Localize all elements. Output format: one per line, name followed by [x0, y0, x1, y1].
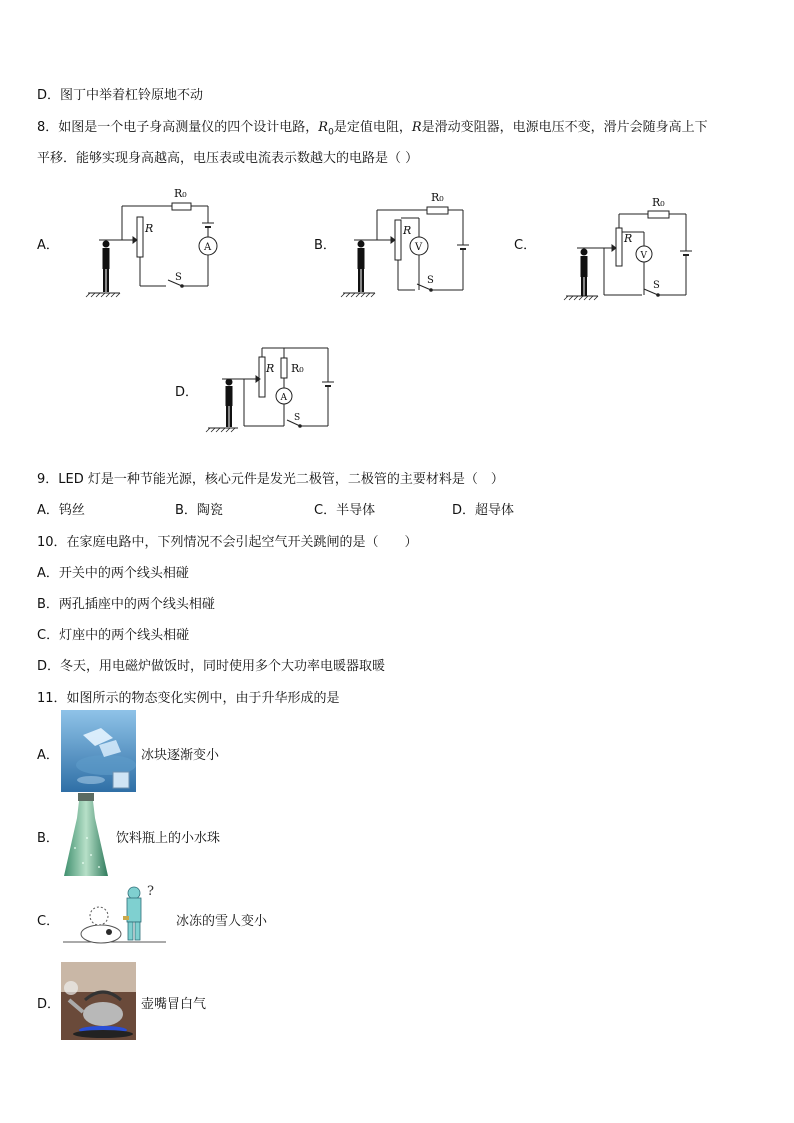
svg-text:R: R	[266, 362, 275, 375]
q11-option-a-letter: A．	[37, 748, 59, 763]
q11-option-c-letter: C．	[37, 914, 60, 929]
svg-text:R: R	[624, 232, 633, 245]
q10-option-b: B．两孔插座中的两个线头相碰	[37, 597, 215, 612]
q11-option-a-text: 冰块逐渐变小	[141, 748, 220, 763]
q11-option-c-text: 冰冻的雪人变小	[176, 914, 268, 929]
q9-option-d: D．超导体	[452, 503, 515, 518]
r-label: R	[145, 222, 154, 235]
q10-option-d: D．冬天，用电磁炉做饭时，同时使用多个大功率电暖器取暖	[37, 659, 386, 674]
q11-option-d-letter: D．	[37, 997, 61, 1012]
q8-option-b-label: B．	[314, 238, 336, 253]
svg-text:V: V	[640, 251, 647, 261]
svg-text:R₀: R₀	[431, 191, 444, 204]
ice-cube-image	[61, 710, 136, 792]
q8-stem-line1: 8．如图是一个电子身高测量仪的四个设计电路，$R_0$是定值电阻，R是滑动变阻器，电源电压不变，滑片会随身高上下	[37, 120, 708, 138]
q8-option-d-label: D．	[175, 385, 199, 400]
q10-option-c: C．灯座中的两个线头相碰	[37, 628, 190, 643]
kettle-steam-image	[61, 962, 136, 1040]
q10-option-a: A．开关中的两个线头相碰	[37, 566, 189, 581]
svg-text:?: ?	[147, 884, 154, 899]
switch-label: S	[175, 272, 182, 283]
q9-option-b: B．陶瓷	[175, 503, 223, 518]
q9-option-c: C．半导体	[314, 503, 376, 518]
q10-stem: 10．在家庭电路中，下列情况不会引起空气开关跳闸的是（ ）	[37, 535, 418, 550]
q8-circuit-d	[206, 342, 346, 434]
snowman-image	[61, 880, 171, 950]
beverage-bottle-image	[61, 793, 111, 876]
svg-text:S: S	[653, 280, 660, 291]
q9-stem: 9．LED 灯是一种节能光源，核心元件是发光二极管，二极管的主要材料是（ ）	[37, 472, 504, 487]
svg-text:S: S	[294, 413, 301, 423]
q11-option-d-text: 壶嘴冒白气	[141, 997, 207, 1012]
svg-text:S: S	[427, 275, 434, 286]
q8-option-a-label: A．	[37, 238, 59, 253]
q8-circuit-a	[84, 184, 224, 296]
q11-stem: 11．如图所示的物态变化实例中，由于升华形成的是	[37, 691, 340, 706]
q8-circuit-b	[343, 188, 483, 300]
svg-text:R₀: R₀	[291, 362, 304, 375]
svg-text:A: A	[280, 393, 287, 403]
q11-option-b-text: 饮料瓶上的小水珠	[116, 831, 221, 846]
svg-text:R: R	[403, 224, 412, 237]
svg-text:R₀: R₀	[652, 196, 665, 209]
voltmeter-label: V	[415, 242, 423, 253]
q8-option-c-label: C．	[514, 238, 537, 253]
q9-option-a: A．钨丝	[37, 503, 85, 518]
q8-stem-line2: 平移．能够实现身高越高，电压表或电流表示数越大的电路是（ ）	[37, 151, 419, 166]
q8-circuit-c	[566, 194, 706, 304]
q11-option-b-letter: B．	[37, 831, 59, 846]
q7-option-d: D．图丁中举着杠铃原地不动	[37, 88, 204, 103]
r0-label: R₀	[174, 187, 187, 200]
ammeter-label: A	[204, 242, 212, 253]
